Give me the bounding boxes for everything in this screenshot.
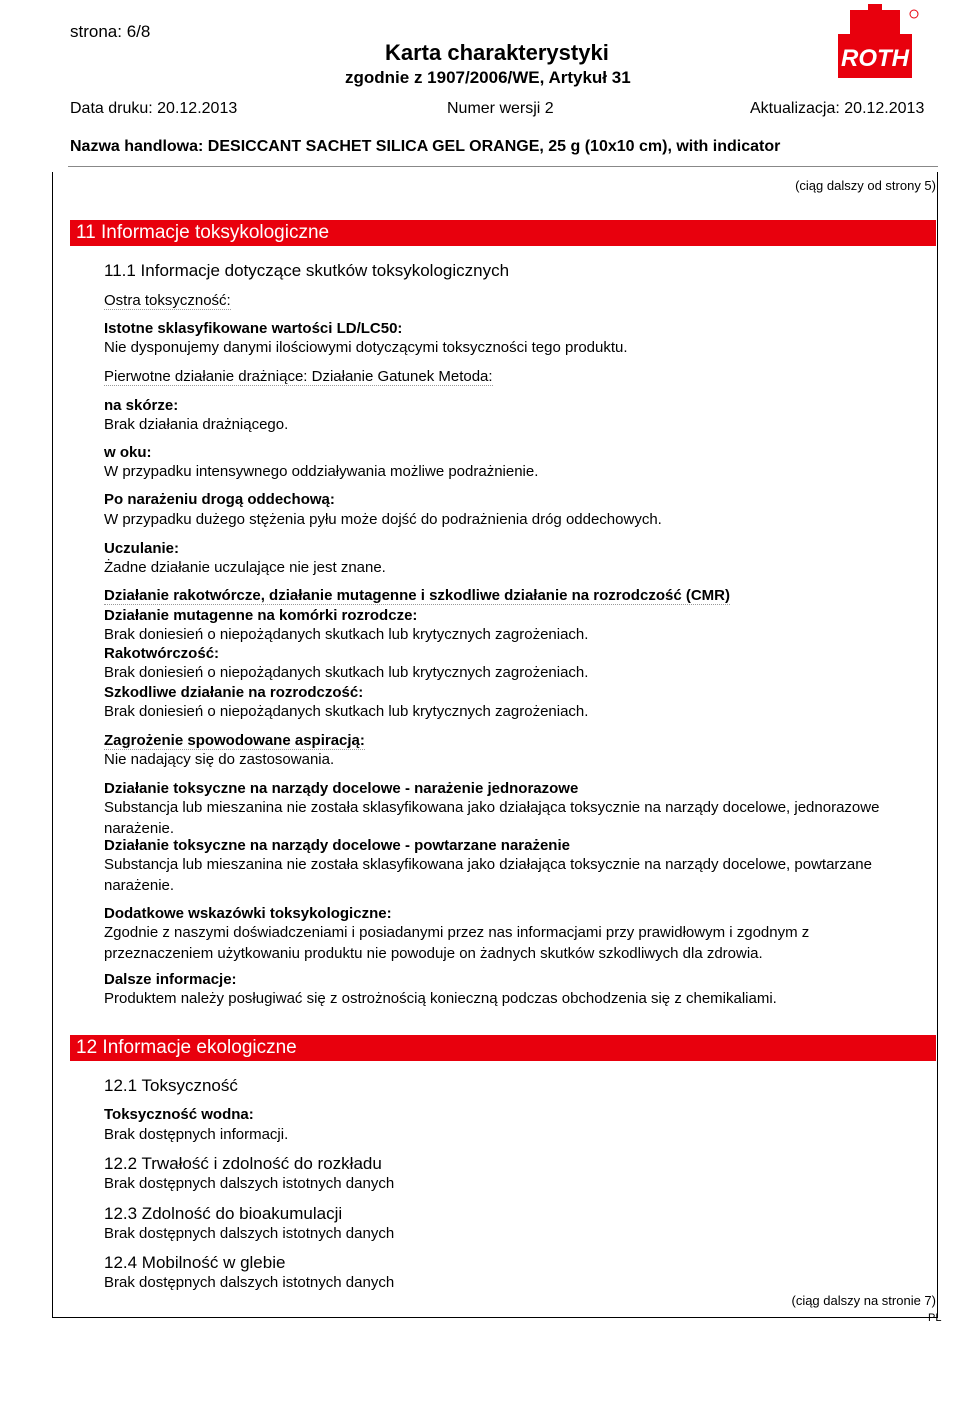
continued-from: (ciąg dalszy od strony 5) [795,178,936,193]
stot-re-label: Działanie toksyczne na narządy docelowe - powtarzane narażenie [104,837,570,854]
inhalation-text: W przypadku dużego stężenia pyłu może dojść do podrażnienia dróg oddechowych. [104,511,662,528]
mobility-text: Brak dostępnych dalszych istotnych danych [104,1274,395,1291]
carcinogenicity-label: Rakotwórczość: [104,645,220,662]
page-number: strona: 6/8 [70,22,151,41]
stot-se-label: Działanie toksyczne na narządy docelowe - narażenie jednorazowe [104,780,579,797]
roth-logo [830,4,920,78]
document-title: Karta charakterystyki [385,40,609,65]
aspiration-label: Zagrożenie spowodowane aspiracją: [104,732,365,749]
sensitisation-text: Żadne działanie uczulające nie jest znane. [104,559,386,576]
language-code: PL [928,1312,942,1324]
mutagenicity-text: Brak doniesień o niepożądanych skutkach lub krytycznych zagrożeniach. [104,626,589,643]
stot-re-text: Substancja lub mieszanina nie została sklasyfikowana jako działająca toksycznie na narządy docelowe, powtarzane narażenie. [104,856,872,894]
stot-se-text: Substancja lub mieszanina nie została sklasyfikowana jako działająca toksycznie na narządy docelowe, jednorazowe narażenie. [104,799,880,837]
update-date: Aktualizacja: 20.12.2013 [750,100,925,117]
bioaccumulation-title: 12.3 Zdolność do bioakumulacji [104,1204,343,1223]
bioaccumulation-text: Brak dostępnych dalszych istotnych danych [104,1225,395,1242]
sensitisation-label: Uczulanie: [104,540,180,557]
irritant-label: Pierwotne działanie drażniące: Działanie Gatunek Metoda: [104,368,493,385]
eye-label: w oku: [104,444,152,461]
trade-name: Nazwa handlowa: DESICCANT SACHET SILICA GEL ORANGE, 25 g (10x10 cm), with indicator [70,138,781,155]
mobility-title: 12.4 Mobilność w glebie [104,1253,286,1272]
section-11-1-title: 11.1 Informacje dotyczące skutków toksykologicznych [104,261,510,280]
eye-text: W przypadku intensywnego oddziaływania możliwe podrażnienie. [104,463,539,480]
header-divider [68,166,938,167]
aquatic-toxicity-text: Brak dostępnych informacji. [104,1126,289,1143]
further-info-text: Produktem należy posługiwać się z ostrożnością konieczną podczas obchodzenia się z chemikaliami. [104,990,777,1007]
carcinogenicity-text: Brak doniesień o niepożądanych skutkach lub krytycznych zagrożeniach. [104,664,589,681]
print-date: Data druku: 20.12.2013 [70,100,238,117]
reproductive-label: Szkodliwe działanie na rozrodczość: [104,684,364,701]
ld-label: Istotne sklasyfikowane wartości LD/LC50: [104,320,403,337]
persistence-text: Brak dostępnych dalszych istotnych danych [104,1175,395,1192]
additional-info-label: Dodatkowe wskazówki toksykologiczne: [104,905,392,922]
persistence-title: 12.2 Trwałość i zdolność do rozkładu [104,1154,382,1173]
aquatic-toxicity-label: Toksyczność wodna: [104,1106,254,1123]
mutagenicity-label: Działanie mutagenne na komórki rozrodcze: [104,607,418,624]
additional-info-text: Zgodnie z naszymi doświadczeniami i posiadanymi przez nas informacjami przy prawidłowym i zgodnym z przeznaczeniem użytkowaniu produktu nie powoduje on żadnych skutków szkodliwych dla zdrowia. [104,924,810,962]
cmr-label: Działanie rakotwórcze, działanie mutagenne i szkodliwe działanie na rozrodczość (CMR) [104,587,730,604]
ld-text: Nie dysponujemy danymi ilościowymi dotyczącymi toksyczności tego produktu. [104,339,628,356]
toxicity-title: 12.1 Toksyczność [104,1076,238,1095]
aspiration-text: Nie nadający się do zastosowania. [104,751,335,768]
section-12-title: 12 Informacje ekologiczne [70,1035,936,1061]
version-number: Numer wersji 2 [447,100,554,117]
further-info-label: Dalsze informacje: [104,971,237,988]
inhalation-label: Po narażeniu drogą oddechową: [104,491,335,508]
continued-on: (ciąg dalszy na stronie 7) [791,1293,936,1308]
section-11-title: 11 Informacje toksykologiczne [70,220,936,246]
document-subtitle: zgodnie z 1907/2006/WE, Artykuł 31 [345,68,631,87]
acute-toxicity-label: Ostra toksyczność: [104,292,231,309]
logo-text: ROTH [841,45,909,72]
skin-label: na skórze: [104,397,179,414]
reproductive-text: Brak doniesień o niepożądanych skutkach lub krytycznych zagrożeniach. [104,703,589,720]
skin-text: Brak działania drażniącego. [104,416,289,433]
